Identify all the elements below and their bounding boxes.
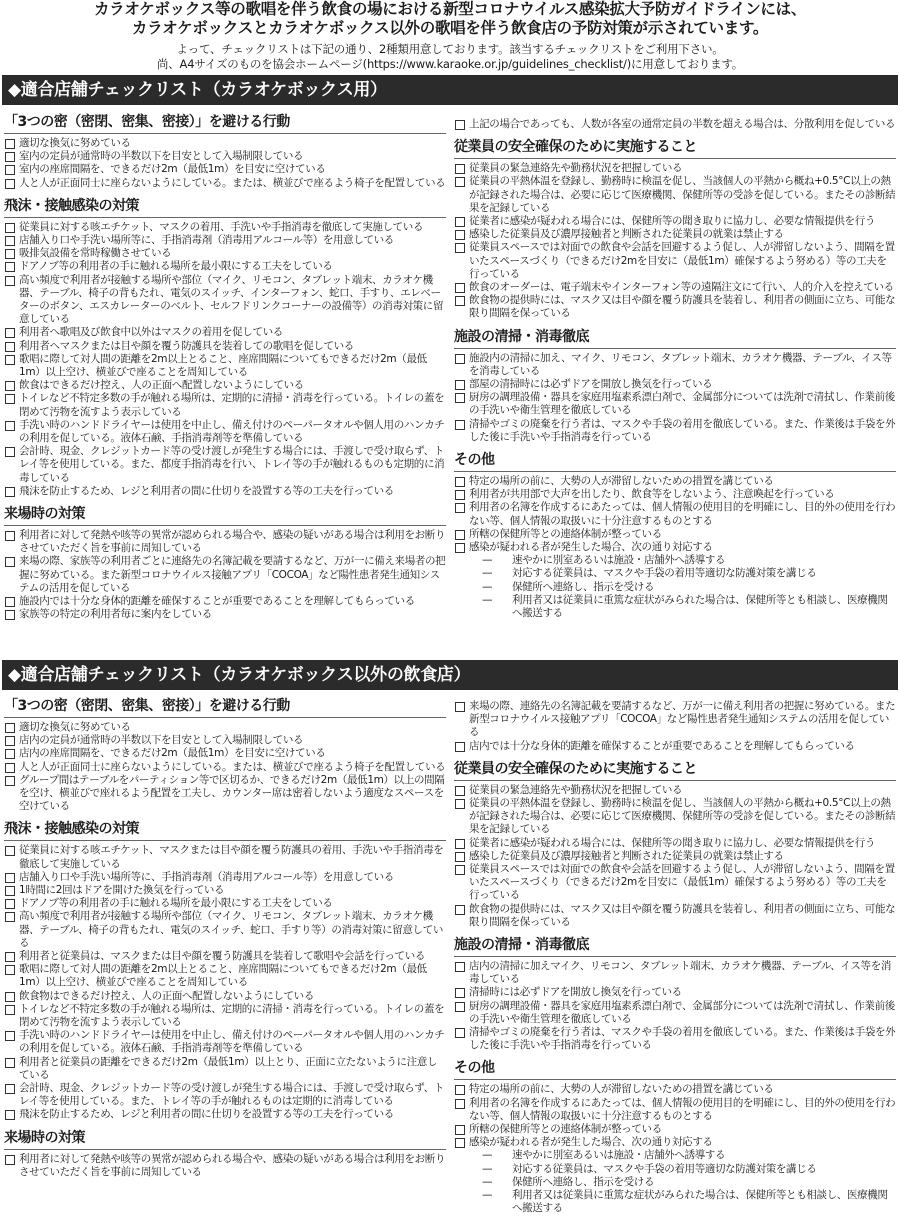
checklist-item[interactable] bbox=[454, 241, 896, 281]
checklist-item-text: 1時間に2回はドアを開けた換気を行っている bbox=[19, 884, 225, 897]
checkbox[interactable] bbox=[5, 276, 15, 286]
checklist-item-text: 店舗入り口や手洗い場所等に、手指消毒剤（消毒用アルコール等）を用意している bbox=[19, 870, 394, 883]
checklist-item-text: 利用者へマスクまたは目や顔を覆う防護具を装着しての歌唱を促している bbox=[19, 339, 354, 352]
checkbox[interactable] bbox=[455, 786, 465, 796]
checklist-item-text: 歌唱に際して対人間の距離を2m以上とること、座席間隔についてもできるだけ2m（最低1m）以上空け、横並びで座ることを周知している bbox=[19, 963, 427, 989]
section-divider bbox=[4, 717, 446, 718]
checkbox[interactable] bbox=[455, 1085, 465, 1095]
section-title: 「3つの密（密閉、密集、密接）」を避ける行動 bbox=[4, 114, 290, 130]
checklist-item-text: 厨房の調理設備・器具を家庭用塩素系漂白剤で、金属部分については洗剤で清拭し、作業前後の手洗いや衛生管理を徹底している bbox=[469, 391, 895, 417]
checkbox[interactable] bbox=[455, 1099, 465, 1109]
sub-item-text: 速やかに別室あるいは施設・店舗外へ誘導する bbox=[512, 1149, 726, 1162]
checklist-item-text: 上記の場合であっても、人数が各室の通常定員の半数を超える場合は、分散利用を促している bbox=[469, 118, 896, 130]
checklist-item[interactable] bbox=[454, 528, 896, 541]
section-divider bbox=[4, 525, 446, 526]
section-divider bbox=[4, 1149, 446, 1150]
checklist-item[interactable] bbox=[4, 761, 446, 774]
checklist-item[interactable] bbox=[4, 260, 446, 273]
checklist-item-text: 人と人が正面同士に座らないようにしている。または、横並びで座るよう椅子を配置している bbox=[19, 176, 446, 189]
checkbox[interactable] bbox=[455, 380, 465, 390]
sub-item bbox=[454, 1163, 896, 1176]
sub-item-text: 速やかに別室あるいは施設・店舗外へ誘導する bbox=[512, 554, 726, 567]
checklist-item-text: 従業員に対する咳エチケット、マスクの着用、手洗いや手指消毒を徹底して実施している bbox=[19, 220, 424, 233]
checklist-item-text: 飲食のオーダーは、電子端末やインターフォン等の遠隔注文にて行い、人的介入を控えている bbox=[469, 281, 894, 294]
checklist-item[interactable] bbox=[4, 844, 446, 870]
checkbox[interactable] bbox=[5, 236, 15, 246]
checklist-item[interactable] bbox=[4, 871, 446, 884]
dash-bullet: — bbox=[482, 580, 493, 593]
checkbox[interactable] bbox=[5, 886, 15, 896]
checklist-item[interactable] bbox=[454, 488, 896, 501]
checklist-item-text: 人と人が正面同士に座らないようにしている。または、横並びで座るよう椅子を配置している bbox=[19, 760, 446, 773]
checklist-item[interactable] bbox=[454, 850, 896, 863]
checklist-item[interactable] bbox=[454, 740, 896, 753]
checklist-item-text: 特定の場所の前に、大勢の人が滞留しないための措置を講じている bbox=[469, 1083, 774, 1096]
checklist-item[interactable] bbox=[454, 797, 896, 837]
checkbox[interactable] bbox=[455, 865, 465, 875]
checkbox[interactable] bbox=[455, 742, 465, 752]
checklist-item-text: 吸排気設備を常時稼働させている bbox=[19, 247, 172, 260]
checklist-item[interactable] bbox=[4, 274, 446, 327]
checkbox[interactable] bbox=[5, 992, 15, 1002]
checklist-2-left-column bbox=[4, 698, 446, 1179]
checklist-item[interactable] bbox=[454, 960, 896, 986]
checkbox[interactable] bbox=[455, 839, 465, 849]
intro-note-1: よって、チェックリストは下記の通り、2種類用意しております。該当するチェックリストをご利用下さい。 bbox=[176, 42, 724, 56]
checkbox[interactable] bbox=[455, 177, 465, 187]
checklist-item-text: 飲食物はできるだけ控え、人の正面へ配置しないようにしている bbox=[19, 989, 314, 1002]
checklist-item[interactable] bbox=[4, 340, 446, 353]
checklist-item-text: 感染した従業員及び濃厚接触者と判断された従業員の就業は禁止する bbox=[469, 228, 784, 241]
intro bbox=[0, 0, 900, 72]
section-title: 施設の清掃・消毒徹底 bbox=[454, 328, 589, 345]
checkbox[interactable] bbox=[5, 223, 15, 233]
section-divider bbox=[454, 471, 896, 472]
section-divider bbox=[454, 348, 896, 349]
checkbox[interactable] bbox=[5, 912, 15, 922]
checkbox[interactable] bbox=[455, 296, 465, 306]
checkbox[interactable] bbox=[5, 1058, 15, 1068]
section-title: 飛沫・接触感染の対策 bbox=[4, 821, 139, 838]
checklist-item-text: 会計時、現金、クレジットカード等の受け渡しが発生する場合には、手渡しで受け取らず、トレイ等を使用している。また、都度手指消毒を行い、トレイ等の手が触れるものも定期的に消毒している bbox=[19, 445, 445, 484]
checklist-item-text: 歌唱に際して対人間の距離を2m以上とること、座席間隔についてもできるだけ2m（最低1m）以上空け、横並びで座ることを周知している bbox=[19, 352, 427, 379]
checkbox[interactable] bbox=[5, 342, 15, 352]
checklist-item-text: ドアノブ等の利用者の手に触れる場所を最小限にする工夫をしている bbox=[19, 897, 333, 910]
checklist-item-text: 来場の際、家族等の利用者ごとに連絡先の名簿記載を要請するなど、万が一に備え来場者の把握に努めている。また新型コロナウイルス接触アプリ「COCOA」など陽性患者発生通知システムの活用を促している bbox=[19, 555, 446, 594]
sub-item bbox=[454, 1149, 896, 1162]
section-title: 従業員の安全確保のために実施すること bbox=[454, 139, 697, 156]
checklist-item-text: 利用者に対して発熱や咳等の異常が認められる場合や、感染の疑いがある場合は利用をお断りさせていただく旨を事前に周知している bbox=[19, 529, 446, 555]
checklist-item[interactable] bbox=[454, 837, 896, 850]
checklist-item[interactable] bbox=[454, 294, 896, 320]
checklist-item[interactable] bbox=[4, 353, 446, 379]
checkbox[interactable] bbox=[455, 393, 465, 403]
checkbox[interactable] bbox=[455, 503, 465, 513]
checklist-item[interactable] bbox=[4, 897, 446, 910]
checkbox[interactable] bbox=[455, 905, 465, 915]
checklist-item-text: 利用者の名簿を作成するにあたっては、個人情報の使用目的を明確にし、目的外の使用を行わない等、個人情報の取扱いに十分注意するものとする bbox=[469, 501, 896, 527]
checklist-item[interactable] bbox=[4, 529, 446, 555]
checklist-item-text: 部屋の清掃時には必ずドアを開放し換気を行っている bbox=[469, 378, 713, 391]
checklist-item[interactable] bbox=[4, 910, 446, 950]
checklist-item[interactable] bbox=[4, 734, 446, 747]
section-title: 来場時の対策 bbox=[4, 1129, 85, 1146]
checklist-item[interactable] bbox=[454, 378, 896, 391]
checklist-item[interactable] bbox=[454, 501, 896, 527]
checkbox[interactable] bbox=[455, 1028, 465, 1038]
sub-item bbox=[454, 554, 896, 567]
checklist-item[interactable] bbox=[4, 595, 446, 608]
checkbox[interactable] bbox=[455, 1138, 465, 1148]
intro-line-1: カラオケボックス等の歌唱を伴う飲食の場における新型コロナウイルス感染拡大予防ガイドラインには、 bbox=[93, 0, 807, 18]
checkbox[interactable] bbox=[5, 152, 15, 162]
checkbox[interactable] bbox=[5, 736, 15, 746]
checkbox[interactable] bbox=[455, 477, 465, 487]
checklist-item[interactable] bbox=[454, 1097, 896, 1123]
checklist-item-text: 従業員の平熱体温を登録し、勤務時に検温を促し、当該個人の平熱から概ね+0.5°C以上の熱が記録された場合は、必要に応じて医療機関、保健所等の受診を促している。またその診断結果を記録している bbox=[469, 175, 896, 214]
checklist-2-right-column bbox=[454, 700, 896, 1216]
dash-bullet: — bbox=[482, 554, 493, 567]
checklist-item-text: 家族等の特定の利用者毎に案内をしている bbox=[19, 608, 212, 621]
checklist-item[interactable] bbox=[4, 774, 446, 814]
checklist-1-left-column bbox=[4, 114, 446, 622]
checklist-item-text: 厨房の調理設備・器具を家庭用塩素系漂白剤で、金属部分については洗剤で清拭し、作業前後の手洗いや衛生管理を徹底している bbox=[469, 999, 895, 1025]
checkbox[interactable] bbox=[5, 1155, 15, 1165]
checklist-item-text: 利用者と従業員の距離をできるだけ2m（最低1m）以上とり、正面に立たないように注意している bbox=[19, 1055, 438, 1081]
checklist-item[interactable] bbox=[4, 990, 446, 1003]
checklist-item-text: 飲食物の提供時には、マスク又は目や顔を覆う防護具を装着し、利用者の側面に立ち、可能な限り間隔を保っている bbox=[469, 902, 896, 928]
dash-bullet: — bbox=[482, 1175, 493, 1188]
checkbox[interactable] bbox=[5, 179, 15, 189]
checklist-item[interactable] bbox=[4, 445, 446, 485]
checkbox[interactable] bbox=[455, 543, 465, 553]
section-title: 来場時の対策 bbox=[4, 506, 85, 523]
checklist-item-text: 利用者と従業員は、マスクまたは目や顔を覆う防護具を装着して歌唱や会話を行っている bbox=[19, 950, 425, 963]
checklist-item-text: 清掃やゴミの廃棄を行う者は、マスクや手袋の着用を徹底している。また、作業後は手袋を外した後に手洗いや手指消毒を行っている bbox=[469, 1026, 896, 1052]
checkbox[interactable] bbox=[455, 120, 465, 130]
checkbox[interactable] bbox=[455, 243, 465, 253]
section-title: その他 bbox=[454, 1060, 495, 1077]
checklist-item-text: 従業員の緊急連絡先や勤務状況を把握している bbox=[469, 783, 683, 796]
intro-note-2: 尚、A4サイズのものを協会ホームページ(https://www.karaoke.or.jp/guidelines_checklist/)に用意しております。 bbox=[156, 57, 744, 71]
checkbox[interactable] bbox=[5, 597, 15, 607]
checklist-item-text: 店舗入り口や手洗い場所等に、手指消毒剤（消毒用アルコール等）を用意している bbox=[19, 234, 394, 247]
checklist-item-text: 室内の定員が通常時の半数以下を目安として入場制限している bbox=[19, 150, 304, 163]
checklist-item[interactable] bbox=[454, 700, 896, 740]
checklist-item-text: 適切な換気に努めている bbox=[19, 137, 131, 149]
checklist-item[interactable] bbox=[454, 784, 896, 797]
checklist-item-text: 高い頻度で利用者が接触する場所や部位（マイク、リモコン、タブレット端末、カラオケ機器、テーブル、椅子の背もたれ、電気のスイッチ、蛇口、手すり等）の消毒対策に留意している bbox=[19, 910, 443, 949]
section-title: 「3つの密（密閉、密集、密接）」を避ける行動 bbox=[4, 698, 290, 714]
dash-bullet: — bbox=[482, 567, 493, 580]
checklist-item[interactable] bbox=[4, 1003, 446, 1029]
checklist-item[interactable] bbox=[4, 419, 446, 445]
checklist-item-text: 利用者へ歌唱及び飲食中以外はマスクの着用を促している bbox=[19, 326, 283, 339]
section-divider bbox=[454, 956, 896, 957]
checklist-item-text: 飛沫を防止するため、レジと利用者の間に仕切りを設置する等の工夫を行っている bbox=[19, 1108, 394, 1121]
checkbox[interactable] bbox=[455, 988, 465, 998]
checklist-item[interactable] bbox=[4, 137, 446, 150]
checklist-item[interactable] bbox=[454, 281, 896, 294]
checkbox[interactable] bbox=[455, 354, 465, 364]
checklist-item[interactable] bbox=[4, 1029, 446, 1055]
checklist-2-banner: ◆適合店舗チェックリスト（カラオケボックス以外の飲食店） bbox=[2, 660, 898, 690]
checkbox[interactable] bbox=[5, 899, 15, 909]
dash-bullet: — bbox=[482, 1149, 493, 1162]
checklist-item[interactable] bbox=[454, 1136, 896, 1149]
checklist-item[interactable] bbox=[4, 221, 446, 234]
checkbox[interactable] bbox=[455, 420, 465, 430]
section-divider bbox=[454, 1079, 896, 1080]
checklist-item[interactable] bbox=[4, 163, 446, 176]
checklist-item-text: 利用者が共用部で大声を出したり、飲食等をしないよう、注意喚起を行っている bbox=[469, 488, 835, 501]
checklist-item-text: 店内の座席間隔を、できるだけ2m（最低1m）を目安に空けている bbox=[19, 747, 326, 760]
checklist-item-text: 従業員スペースでは対面での飲食や会話を回避するよう促し、人が滞留しないよう、間隔を置いたスペースづくり（できるだけ2mを目安に（最低1m）確保するよう努める）等の工夫を行っている bbox=[469, 241, 895, 280]
checkbox[interactable] bbox=[455, 1002, 465, 1012]
checklist-item-text: 清掃やゴミの廃棄を行う者は、マスクや手袋の着用を徹底している。また、作業後は手袋を外した後に手洗いや手指消毒を行っている bbox=[469, 417, 896, 443]
section-divider bbox=[4, 840, 446, 841]
checklist-item-text: 会計時、現金、クレジットカード等の受け渡しが発生する場合には、手渡しで受け取らず、トレイ等を使用している。また、トレイ等の手が触れるものは定期的に消毒している bbox=[19, 1082, 444, 1108]
checklist-item[interactable] bbox=[4, 177, 446, 190]
checklist-item[interactable] bbox=[4, 884, 446, 897]
checkbox[interactable] bbox=[5, 846, 15, 856]
section-divider bbox=[454, 780, 896, 781]
checklist-item-text: 施設内では十分な身体的距離を確保することが重要であることを理解してもらっている bbox=[19, 595, 415, 608]
checkbox[interactable] bbox=[455, 852, 465, 862]
checklist-item-text: 適切な換気に努めている bbox=[19, 721, 131, 733]
checklist-item[interactable] bbox=[454, 475, 896, 488]
checklist-item[interactable] bbox=[4, 747, 446, 760]
checkbox[interactable] bbox=[455, 283, 465, 293]
checklist-item[interactable] bbox=[4, 1108, 446, 1121]
checkbox[interactable] bbox=[5, 139, 15, 149]
checklist-item-text: 店内の定員が通常時の半数以下を目安として入場制限している bbox=[19, 734, 304, 747]
checklist-item[interactable] bbox=[454, 903, 896, 929]
checkbox[interactable] bbox=[455, 230, 465, 240]
checklist-item-text: ドアノブ等の利用者の手に触れる場所を最小限にする工夫をしている bbox=[19, 260, 333, 273]
checkbox[interactable] bbox=[455, 164, 465, 174]
checkbox[interactable] bbox=[455, 530, 465, 540]
checklist-item-text: 従業者に感染が疑われる場合には、保健所等の聞き取りに協力し、必要な情報提供を行う bbox=[469, 836, 875, 849]
checklist-item[interactable] bbox=[454, 1083, 896, 1096]
checklist-item[interactable] bbox=[4, 234, 446, 247]
section-title: 施設の清掃・消毒徹底 bbox=[454, 937, 589, 954]
checkbox[interactable] bbox=[5, 749, 15, 759]
intro-line-2: カラオケボックスとカラオケボックス以外の歌唱を伴う飲食店の予防対策が示されています。 bbox=[131, 19, 769, 37]
checklist-item[interactable] bbox=[4, 1153, 446, 1179]
sub-item-text: 利用者又は従業員に重篤な症状がみられた場合は、保健所等とも相談し、医療機関へ搬送する bbox=[512, 1189, 888, 1215]
sub-item-text: 保健所へ連絡し、指示を受ける bbox=[512, 580, 655, 593]
checkbox[interactable] bbox=[5, 1005, 15, 1015]
checklist-item-text: 飲食はできるだけ控え、人の正面へ配置しないようにしている bbox=[19, 379, 304, 392]
checklist-item-text: 所轄の保健所等との連絡体制が整っている bbox=[469, 527, 662, 540]
checkbox[interactable] bbox=[5, 355, 15, 365]
section-title: 従業員の安全確保のために実施すること bbox=[454, 760, 697, 777]
checkbox[interactable] bbox=[5, 1084, 15, 1094]
checklist-item-text: 従業員の緊急連絡先や勤務状況を把握している bbox=[469, 162, 683, 175]
checklist-item-text: 手洗い時のハンドドライヤーは使用を中止し、備え付けのペーパータオルや個人用のハンカチの利用を促している。液体石鹸、手指消毒剤等を準備している bbox=[19, 418, 445, 445]
section-divider bbox=[4, 217, 446, 218]
checklist-item-text: 従業者に感染が疑われる場合には、保健所等の聞き取りに協力し、必要な情報提供を行う bbox=[469, 215, 875, 228]
checklist-item-text: 所轄の保健所等との連絡体制が整っている bbox=[469, 1123, 662, 1136]
checklist-item-text: 清掃時には必ずドアを開放し換気を行っている bbox=[469, 986, 682, 999]
checklist-item-text: 飲食物の提供時には、マスク又は目や顔を覆う防護具を装着し、利用者の側面に立ち、可能な限り間隔を保っている bbox=[469, 294, 896, 320]
checkbox[interactable] bbox=[5, 165, 15, 175]
checklist-item[interactable] bbox=[454, 418, 896, 444]
checkbox[interactable] bbox=[5, 1110, 15, 1120]
checklist-item[interactable] bbox=[454, 1026, 896, 1052]
checkbox[interactable] bbox=[5, 487, 15, 497]
section-title: 飛沫・接触感染の対策 bbox=[4, 197, 139, 214]
checkbox[interactable] bbox=[5, 262, 15, 272]
checklist-item-text: トイレなど不特定多数の手が触れる場所は、定期的に清掃・消毒を行っている。トイレの蓋を閉めて汚物を流すよう表示している bbox=[19, 1002, 445, 1029]
checklist-item[interactable] bbox=[454, 215, 896, 228]
checklist-item[interactable] bbox=[454, 118, 896, 131]
sub-item-text: 対応する従業員は、マスクや手袋の着用等適切な防護対策を講じる bbox=[512, 1162, 817, 1175]
sub-item bbox=[454, 1189, 896, 1215]
checklist-item-text: 従業員の平熱体温を登録し、勤務時に検温を促し、当該個人の平熱から概ね+0.5°C以上の熱が記録された場合は、必要に応じて医療機関、保健所等の受診を促している。またその診断結果を記録している bbox=[469, 797, 896, 836]
checklist-item[interactable] bbox=[4, 963, 446, 989]
checklist-item-text: 室内の座席間隔を、できるだけ2m（最低1m）を目安に空けている bbox=[19, 163, 326, 176]
checklist-item[interactable] bbox=[4, 379, 446, 392]
checklist-item[interactable] bbox=[4, 326, 446, 339]
checklist-item-text: 感染が疑われる者が発生した場合、次の通り対応する bbox=[469, 1136, 713, 1149]
checkbox[interactable] bbox=[455, 799, 465, 809]
checklist-item[interactable] bbox=[4, 555, 446, 595]
sub-item-text: 対応する従業員は、マスクや手袋の着用等適切な防護対策を講じる bbox=[512, 567, 817, 580]
checklist-item[interactable] bbox=[454, 162, 896, 175]
section-divider bbox=[454, 158, 896, 159]
checklist-item-text: 施設内の清掃に加え、マイク、リモコン、タブレット端末、カラオケ機器、テーブル、イス等を消毒している bbox=[469, 351, 892, 377]
checkbox[interactable] bbox=[455, 702, 465, 712]
checklist-item-text: 店内の清掃に加えマイク、リモコン、タブレット端末、カラオケ機器、テーブル、イス等を消毒している bbox=[469, 960, 891, 986]
checklist-item[interactable] bbox=[4, 392, 446, 418]
checkbox[interactable] bbox=[455, 1125, 465, 1135]
sub-item bbox=[454, 1176, 896, 1189]
checklist-item[interactable] bbox=[4, 1082, 446, 1108]
checklist-item-text: グループ間はテーブルをパーティション等で区切るか、できるだけ2m（最低1m）以上の間隔を空け、横並びで座れるよう配置を工夫し、カウンター席は密着しないよう適度なスペースを空けている bbox=[19, 773, 445, 813]
checklist-item[interactable] bbox=[454, 541, 896, 554]
checklist-item-text: 高い頻度で利用者が接触する場所や部位（マイク、リモコン、タブレット端末、カラオケ機器、テーブル、椅子の背もたれ、電気のスイッチ、インターフォン、蛇口、手すり、エレベーターのボタン、エスカレーターのベルト、セルフドリンクコーナーの設備等）の消毒対策に留意している bbox=[19, 273, 444, 326]
checklist-item[interactable] bbox=[4, 247, 446, 260]
checklist-item[interactable] bbox=[454, 352, 896, 378]
checklist-item-text: トイレなど不特定多数の手が触れる場所は、定期的に清掃・消毒を行っている。トイレの蓋を閉めて汚物を流すよう表示している bbox=[19, 392, 445, 418]
checklist-item[interactable] bbox=[454, 391, 896, 417]
checklist-item[interactable] bbox=[4, 721, 446, 734]
checkbox[interactable] bbox=[5, 763, 15, 773]
checkbox[interactable] bbox=[5, 952, 15, 962]
checklist-item[interactable] bbox=[454, 1123, 896, 1136]
checkbox[interactable] bbox=[5, 610, 15, 620]
checklist-item-text: 特定の場所の前に、大勢の人が滞留しないための措置を講じている bbox=[469, 475, 774, 488]
checkbox[interactable] bbox=[455, 962, 465, 972]
checklist-item-text: 店内では十分な身体的距離を確保することが重要であることを理解してもらっている bbox=[469, 739, 855, 752]
checklist-item-text: 飛沫を防止するため、レジと利用者の間に仕切りを設置する等の工夫を行っている bbox=[19, 484, 394, 497]
checklist-item[interactable] bbox=[4, 1056, 446, 1082]
checklist-item[interactable] bbox=[454, 863, 896, 903]
checklist-1-right-column bbox=[454, 118, 896, 620]
checkbox[interactable] bbox=[5, 447, 15, 457]
dash-bullet: — bbox=[482, 1162, 493, 1175]
checklist-item-text: 従業員スペースでは対面での飲食や会話を回避するよう促し、人が滞留しないよう、間隔を置いたスペースづくり（できるだけ2mを目安に（最低1m）確保するよう努める）等の工夫を行っている bbox=[469, 863, 895, 902]
checkbox[interactable] bbox=[455, 217, 465, 227]
checkbox[interactable] bbox=[5, 557, 15, 567]
checklist-item[interactable] bbox=[4, 608, 446, 621]
section-divider bbox=[4, 133, 446, 134]
checklist-item[interactable] bbox=[454, 175, 896, 215]
section-title: その他 bbox=[454, 452, 495, 469]
checklist-item-text: 従業員に対する咳エチケット、マスクまたは目や顔を覆う防護具の着用、手洗いや手指消毒を徹底して実施している bbox=[19, 844, 444, 870]
checklist-item-text: 利用者の名簿を作成するにあたっては、個人情報の使用目的を明確にし、目的外の使用を行わない等、個人情報の取扱いに十分注意するものとする bbox=[469, 1096, 896, 1122]
checklist-item-text: 感染が疑われる者が発生した場合、次の通り対応する bbox=[469, 541, 713, 554]
checkbox[interactable] bbox=[455, 490, 465, 500]
dash-bullet: — bbox=[482, 1189, 493, 1202]
checkbox[interactable] bbox=[5, 873, 15, 883]
checkbox[interactable] bbox=[5, 723, 15, 733]
checklist-item[interactable] bbox=[454, 986, 896, 999]
checklist-item[interactable] bbox=[4, 150, 446, 163]
sub-item bbox=[454, 594, 896, 620]
checkbox[interactable] bbox=[5, 328, 15, 338]
checklist-1-banner: ◆適合店舗チェックリスト（カラオケボックス用） bbox=[2, 75, 898, 105]
checklist-item-text: 感染した従業員及び濃厚接触者と判断された従業員の就業は禁止する bbox=[469, 849, 784, 862]
checkbox[interactable] bbox=[5, 381, 15, 391]
checklist-item[interactable] bbox=[454, 1000, 896, 1026]
dash-bullet: — bbox=[482, 593, 493, 606]
sub-item bbox=[454, 567, 896, 580]
checklist-item[interactable] bbox=[4, 950, 446, 963]
sub-item-text: 利用者又は従業員に重篤な症状がみられた場合は、保健所等とも相談し、医療機関へ搬送する bbox=[512, 593, 888, 620]
checkbox[interactable] bbox=[5, 249, 15, 259]
checkbox[interactable] bbox=[5, 421, 15, 431]
checklist-item-text: 手洗い時のハンドドライヤーは使用を中止し、備え付けのペーパータオルや個人用のハンカチの利用を促している。液体石鹸、手指消毒剤等を準備している bbox=[19, 1029, 445, 1055]
checkbox[interactable] bbox=[5, 531, 15, 541]
checkbox[interactable] bbox=[5, 965, 15, 975]
checklist-item[interactable] bbox=[454, 228, 896, 241]
checkbox[interactable] bbox=[5, 1031, 15, 1041]
checklist-item[interactable] bbox=[4, 485, 446, 498]
sub-item-text: 保健所へ連絡し、指示を受ける bbox=[512, 1175, 655, 1188]
checkbox[interactable] bbox=[5, 776, 15, 786]
sub-item bbox=[454, 581, 896, 594]
checklist-item-text: 利用者に対して発熱や咳等の異常が認められる場合や、感染の疑いがある場合は利用をお断りさせていただく旨を事前に周知している bbox=[19, 1152, 446, 1178]
checkbox[interactable] bbox=[5, 394, 15, 404]
checklist-item-text: 来場の際、連絡先の名簿記載を要請するなど、万が一に備え利用者の把握に努めている。また新型コロナウイルス接触アプリ「COCOA」など陽性患者発生通知システムの活用を促している bbox=[469, 700, 896, 739]
